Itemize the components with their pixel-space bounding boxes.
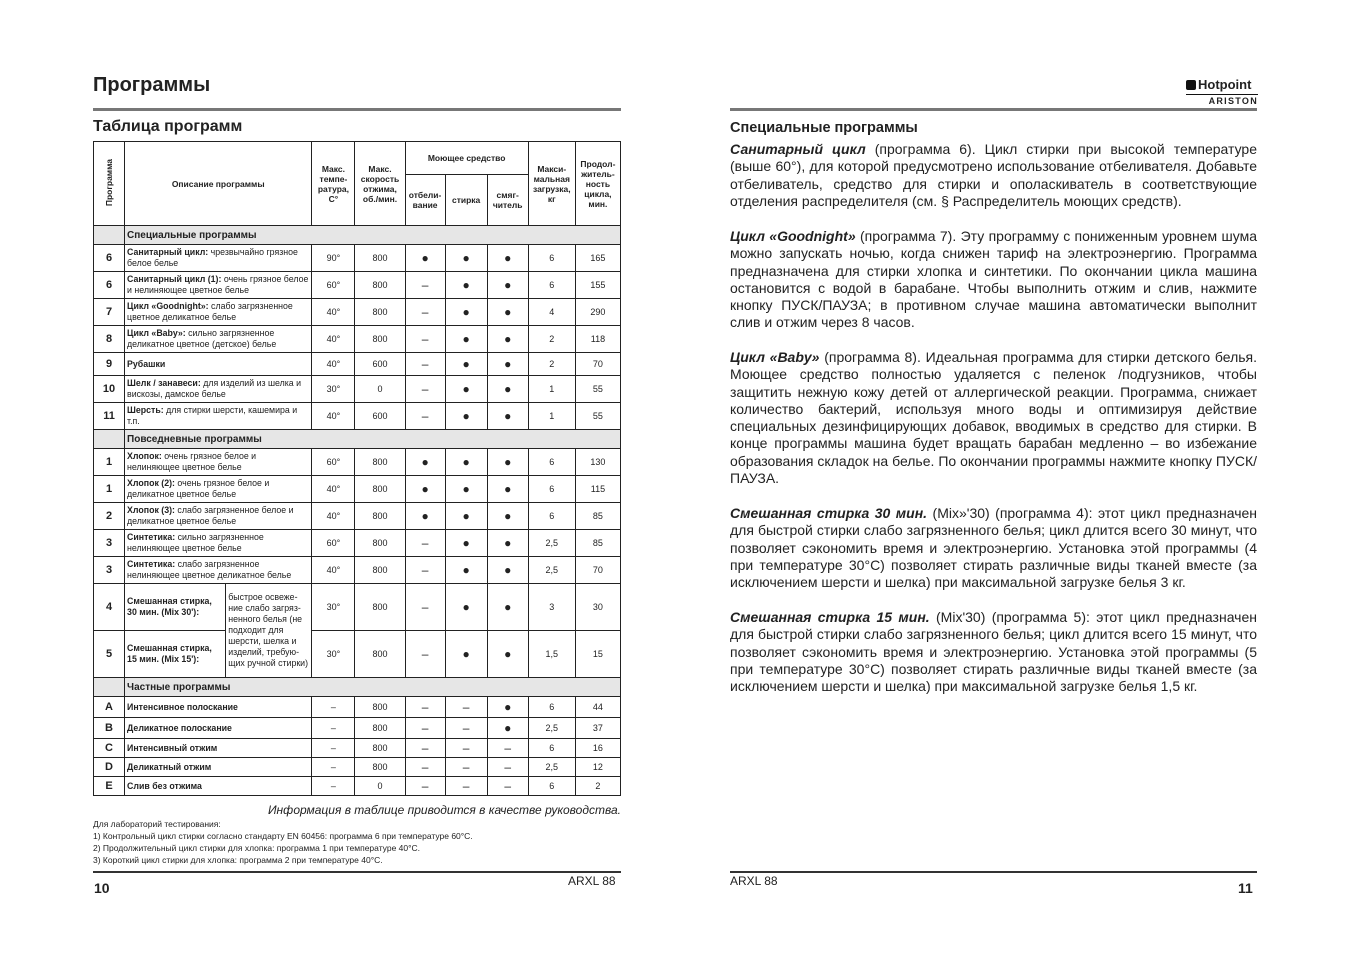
max-temperature: – xyxy=(312,718,355,739)
footnote: 3) Короткий цикл стирки для хлопка: программа 2 при температуре 40°C. xyxy=(93,855,383,865)
paragraph-sanitary: Санитарный цикл (программа 6). Цикл стирки при высокой температуре (выше 60°), для которой предусмотрено использование отбеливателя. Добавьте отбеливатель, средство для стирки и ополаскиватель в соответствующие отделения распределителя (см. § Распределитель моющих средств). xyxy=(730,141,1257,209)
bleach-mark: – xyxy=(405,299,445,326)
max-temperature: – xyxy=(312,697,355,718)
softener-mark: ● xyxy=(487,272,528,299)
program-description: Деликатное полоскание xyxy=(125,718,312,739)
max-load: 1,5 xyxy=(528,631,575,678)
wash-mark: ● xyxy=(445,476,487,503)
footnote: Для лабораторий тестирования: xyxy=(93,819,221,829)
table-row xyxy=(94,584,621,631)
program-number: 5 xyxy=(94,631,125,678)
bleach-mark: – xyxy=(405,584,445,631)
softener-mark: ● xyxy=(487,584,528,631)
program-number: 1 xyxy=(94,476,125,503)
softener-mark: ● xyxy=(487,326,528,353)
header-bleach: отбели-вание xyxy=(405,175,445,226)
program-number: 4 xyxy=(94,584,125,631)
right-footer-divider xyxy=(730,871,1257,873)
max-temperature: 30° xyxy=(312,631,355,678)
section-header-row xyxy=(94,226,621,245)
wash-mark: ● xyxy=(445,245,487,272)
program-description: Рубашки xyxy=(125,353,312,376)
bleach-mark: ● xyxy=(405,476,445,503)
bleach-mark: – xyxy=(405,530,445,557)
program-description: Смешанная стирка, 15 мин. (Mix 15'): xyxy=(125,631,226,678)
header-description: Описание программы xyxy=(125,142,312,226)
max-spin-speed: 800 xyxy=(355,272,405,299)
max-spin-speed: 800 xyxy=(355,326,405,353)
max-load: 6 xyxy=(528,697,575,718)
max-temperature: – xyxy=(312,739,355,758)
header-max-speed: Макс. скорость отжима, об./мин. xyxy=(355,142,405,226)
softener-mark: ● xyxy=(487,376,528,403)
softener-mark: ● xyxy=(487,449,528,476)
table-row xyxy=(94,777,621,796)
max-spin-speed: 800 xyxy=(355,245,405,272)
cycle-duration: 55 xyxy=(575,376,620,403)
section-title: Частные программы xyxy=(125,678,621,697)
header-detergent: Моющее средство xyxy=(405,142,528,175)
program-description: Хлопок (2): очень грязное белое и деликатное цветное белье xyxy=(125,476,312,503)
cycle-duration: 85 xyxy=(575,530,620,557)
max-temperature: 40° xyxy=(312,403,355,430)
bleach-mark: – xyxy=(405,739,445,758)
cycle-duration: 44 xyxy=(575,697,620,718)
program-description: Хлопок (3): слабо загрязненное белое и деликатное цветное белье xyxy=(125,503,312,530)
cycle-duration: 2 xyxy=(575,777,620,796)
max-load: 2,5 xyxy=(528,718,575,739)
max-temperature: 60° xyxy=(312,272,355,299)
cycle-duration: 15 xyxy=(575,631,620,678)
cycle-duration: 115 xyxy=(575,476,620,503)
program-number: 1 xyxy=(94,449,125,476)
wash-mark: ● xyxy=(445,376,487,403)
program-description: Хлопок: очень грязное белое и нелиняющее цветное белье xyxy=(125,449,312,476)
program-number: 8 xyxy=(94,326,125,353)
bleach-mark: – xyxy=(405,631,445,678)
table-row xyxy=(94,449,621,476)
max-spin-speed: 800 xyxy=(355,449,405,476)
softener-mark: ● xyxy=(487,631,528,678)
cycle-duration: 85 xyxy=(575,503,620,530)
wash-mark: ● xyxy=(445,584,487,631)
cycle-duration: 290 xyxy=(575,299,620,326)
model-label: ARXL 88 xyxy=(568,874,616,888)
softener-mark: ● xyxy=(487,299,528,326)
wash-mark: – xyxy=(445,718,487,739)
max-spin-speed: 800 xyxy=(355,631,405,678)
max-load: 1 xyxy=(528,403,575,430)
wash-mark: ● xyxy=(445,631,487,678)
bleach-mark: ● xyxy=(405,245,445,272)
cycle-duration: 70 xyxy=(575,353,620,376)
max-load: 2,5 xyxy=(528,557,575,584)
page-number: 11 xyxy=(1238,880,1253,896)
cycle-duration: 12 xyxy=(575,758,620,777)
max-load: 3 xyxy=(528,584,575,631)
program-description: Интенсивное полоскание xyxy=(125,697,312,718)
table-row xyxy=(94,403,621,430)
header-row xyxy=(94,142,621,175)
paragraph-goodnight: Цикл «Goodnight» (программа 7). Эту программу с пониженным уровнем шума можно запускать ночью, когда снижен тариф на электроэнергию. Программа предназначена для стирки хлопка и синтетики. По окончании цикла машина остановится с водой в барабане. Чтобы выполнить отжим и слив, нажмите кнопку ПУСК/ПАУЗА; в противном случае машина автоматически выполнит слив и отжим через 8 часов. xyxy=(730,228,1258,331)
wash-mark: – xyxy=(445,758,487,777)
table-row xyxy=(94,557,621,584)
page-title: Программы xyxy=(93,74,211,96)
max-spin-speed: 600 xyxy=(355,403,405,430)
max-spin-speed: 0 xyxy=(355,777,405,796)
softener-mark: ● xyxy=(487,353,528,376)
program-number: E xyxy=(94,777,125,796)
paragraph-mix15: Смешанная стирка 15 мин. (Mix'30) (программа 5): этот цикл предназначен для быстрой стирки слабо загрязненного белья; цикл длится всего 15 минут, что позволяет сэкономить время и электроэнергию. Установка этой программы (5 при температуре 30°C) позволяет стирать различные виды тканей вместе (за исключением шерсти и шелка) при максимальной загрузке белья 1,5 кг. xyxy=(730,609,1257,695)
softener-mark: ● xyxy=(487,718,528,739)
program-description: Синтетика: слабо загрязненное нелиняющее цветное деликатное белье xyxy=(125,557,312,584)
program-number: 10 xyxy=(94,376,125,403)
max-load: 6 xyxy=(528,449,575,476)
table-row xyxy=(94,272,621,299)
max-load: 6 xyxy=(528,245,575,272)
header-program: Программа xyxy=(94,142,125,226)
wash-mark: ● xyxy=(445,353,487,376)
programs-table xyxy=(93,141,621,796)
wash-mark: ● xyxy=(445,557,487,584)
program-description: Шерсть: для стирки шерсти, кашемира и т.п. xyxy=(125,403,312,430)
max-temperature: 40° xyxy=(312,299,355,326)
max-spin-speed: 800 xyxy=(355,758,405,777)
header-wash: стирка xyxy=(445,175,487,226)
wash-mark: ● xyxy=(445,326,487,353)
section-heading: Специальные программы xyxy=(730,120,918,136)
max-temperature: 40° xyxy=(312,353,355,376)
program-number: 6 xyxy=(94,272,125,299)
title-divider xyxy=(93,108,621,111)
header-max-load: Макси-мальная загрузка, кг xyxy=(528,142,575,226)
max-spin-speed: 800 xyxy=(355,718,405,739)
softener-mark: – xyxy=(487,777,528,796)
max-load: 2 xyxy=(528,326,575,353)
max-temperature: 40° xyxy=(312,326,355,353)
max-temperature: – xyxy=(312,758,355,777)
max-spin-speed: 800 xyxy=(355,530,405,557)
program-description: Синтетика: сильно загрязненное нелиняющее цветное белье xyxy=(125,530,312,557)
program-description: Цикл «Baby»: сильно загрязненное деликатное цветное (детское) белье xyxy=(125,326,312,353)
wash-mark: – xyxy=(445,697,487,718)
max-load: 2,5 xyxy=(528,530,575,557)
max-load: 6 xyxy=(528,739,575,758)
program-number: 2 xyxy=(94,503,125,530)
max-spin-speed: 800 xyxy=(355,697,405,718)
program-description: Санитарный цикл (1): очень грязное белое и нелиняющее цветное белье xyxy=(125,272,312,299)
section-title: Повседневные программы xyxy=(125,430,621,449)
bleach-mark: – xyxy=(405,718,445,739)
max-spin-speed: 800 xyxy=(355,584,405,631)
max-load: 6 xyxy=(528,272,575,299)
max-temperature: – xyxy=(312,777,355,796)
max-load: 2 xyxy=(528,353,575,376)
max-spin-speed: 800 xyxy=(355,557,405,584)
section-header-row xyxy=(94,430,621,449)
bleach-mark: ● xyxy=(405,503,445,530)
max-load: 6 xyxy=(528,503,575,530)
section-header-row xyxy=(94,678,621,697)
table-row xyxy=(94,739,621,758)
wash-mark: – xyxy=(445,777,487,796)
table-row xyxy=(94,631,621,678)
program-description: Шелк / занавеси: для изделий из шелка и вискозы, дамское белье xyxy=(125,376,312,403)
table-row xyxy=(94,530,621,557)
paragraph-mix30: Смешанная стирка 30 мин. (Mix»'30) (программа 4): этот цикл предназначен для быстрой стирки слабо загрязненного белья; цикл длится всего 30 минут, что позволяет сэкономить время и электроэнергию. Установка этой программы (4 при температуре 30°C) позволяет стирать различные виды тканей вместе (за исключением шерсти и шелка) при максимальной загрузке белья 3 кг. xyxy=(730,505,1257,591)
max-temperature: 90° xyxy=(312,245,355,272)
wash-mark: ● xyxy=(445,530,487,557)
program-description: Санитарный цикл: чрезвычайно грязное белое белье xyxy=(125,245,312,272)
program-number: 7 xyxy=(94,299,125,326)
bleach-mark: – xyxy=(405,272,445,299)
cycle-duration: 30 xyxy=(575,584,620,631)
header-duration: Продол-житель-ность цикла, мин. xyxy=(575,142,620,226)
table-row xyxy=(94,758,621,777)
cycle-duration: 55 xyxy=(575,403,620,430)
bleach-mark: – xyxy=(405,376,445,403)
program-description: Цикл «Goodnight»: слабо загрязненное цветное деликатное белье xyxy=(125,299,312,326)
table-row xyxy=(94,476,621,503)
right-title-divider xyxy=(730,108,1257,111)
max-temperature: 40° xyxy=(312,503,355,530)
mix-program-note: быстрое освеже-ние слабо загряз-ненного белья (не подходит для шерсти, шелка и изделий, требую-щих ручной стирки) xyxy=(226,584,312,678)
program-number: 6 xyxy=(94,245,125,272)
table-row xyxy=(94,697,621,718)
program-number: 9 xyxy=(94,353,125,376)
table-row xyxy=(94,245,621,272)
softener-mark: – xyxy=(487,758,528,777)
max-temperature: 40° xyxy=(312,476,355,503)
program-number: 3 xyxy=(94,557,125,584)
max-temperature: 60° xyxy=(312,449,355,476)
max-spin-speed: 800 xyxy=(355,739,405,758)
header-softener: смяг-читель xyxy=(487,175,528,226)
bleach-mark: ● xyxy=(405,449,445,476)
softener-mark: – xyxy=(487,739,528,758)
program-description: Деликатный отжим xyxy=(125,758,312,777)
program-number: C xyxy=(94,739,125,758)
wash-mark: ● xyxy=(445,503,487,530)
bleach-mark: – xyxy=(405,777,445,796)
program-number: 11 xyxy=(94,403,125,430)
softener-mark: ● xyxy=(487,557,528,584)
softener-mark: ● xyxy=(487,503,528,530)
table-row xyxy=(94,299,621,326)
wash-mark: ● xyxy=(445,272,487,299)
program-number: B xyxy=(94,718,125,739)
wash-mark: – xyxy=(445,739,487,758)
softener-mark: ● xyxy=(487,245,528,272)
max-spin-speed: 800 xyxy=(355,299,405,326)
max-load: 1 xyxy=(528,376,575,403)
program-number: 3 xyxy=(94,530,125,557)
softener-mark: ● xyxy=(487,697,528,718)
program-description: Слив без отжима xyxy=(125,777,312,796)
footer-divider xyxy=(93,871,621,873)
program-number: A xyxy=(94,697,125,718)
table-row xyxy=(94,353,621,376)
softener-mark: ● xyxy=(487,476,528,503)
max-load: 6 xyxy=(528,777,575,796)
program-description: Смешанная стирка, 30 мин. (Mix 30'): xyxy=(125,584,226,631)
cycle-duration: 37 xyxy=(575,718,620,739)
table-note: Информация в таблице приводится в качестве руководства. xyxy=(267,803,621,817)
bleach-mark: – xyxy=(405,353,445,376)
bleach-mark: – xyxy=(405,557,445,584)
section-title: Специальные программы xyxy=(125,226,621,245)
cycle-duration: 165 xyxy=(575,245,620,272)
table-row xyxy=(94,326,621,353)
footnote: 2) Продолжительный цикл стирки для хлопка: программа 1 при температуре 40°C. xyxy=(93,843,421,853)
hotpoint-ariston-logo: Hotpoint ARISTON xyxy=(1186,77,1258,106)
cycle-duration: 130 xyxy=(575,449,620,476)
cycle-duration: 155 xyxy=(575,272,620,299)
max-temperature: 30° xyxy=(312,376,355,403)
table-row xyxy=(94,503,621,530)
max-load: 4 xyxy=(528,299,575,326)
max-temperature: 40° xyxy=(312,557,355,584)
model-label: ARXL 88 xyxy=(730,874,778,888)
table-title: Таблица программ xyxy=(93,118,243,135)
softener-mark: ● xyxy=(487,530,528,557)
max-temperature: 60° xyxy=(312,530,355,557)
bleach-mark: – xyxy=(405,697,445,718)
wash-mark: ● xyxy=(445,299,487,326)
bleach-mark: – xyxy=(405,326,445,353)
paragraph-baby: Цикл «Baby» (программа 8). Идеальная программа для стирки детского белья. Моющее средство полностью удаляется с пеленок /подгузников, чтобы защитить нежную кожу детей от аллергической реакции. Программа, снижает количество бактерий, используя много воды и оптимизируя действие специальных дезинфицирующих добавок, вводимых в средство для стирки. В конце программы машина будет вращать барабан медленно – во избежание образования складок на белье. По окончании программы нажмите кнопку ПУСК/ПАУЗА. xyxy=(730,349,1258,487)
max-spin-speed: 0 xyxy=(355,376,405,403)
logo-mark-icon xyxy=(1186,80,1196,90)
max-spin-speed: 600 xyxy=(355,353,405,376)
table-row xyxy=(94,718,621,739)
program-number: D xyxy=(94,758,125,777)
max-temperature: 30° xyxy=(312,584,355,631)
bleach-mark: – xyxy=(405,758,445,777)
header-max-temp: Макс. темпе-ратура, С° xyxy=(312,142,355,226)
max-load: 6 xyxy=(528,476,575,503)
cycle-duration: 118 xyxy=(575,326,620,353)
max-load: 2,5 xyxy=(528,758,575,777)
max-spin-speed: 800 xyxy=(355,476,405,503)
table-row xyxy=(94,376,621,403)
cycle-duration: 70 xyxy=(575,557,620,584)
footnote: 1) Контрольный цикл стирки согласно стандарту EN 60456: программа 6 при температуре 60°C. xyxy=(93,831,473,841)
bleach-mark: – xyxy=(405,403,445,430)
page-number: 10 xyxy=(94,880,110,896)
wash-mark: ● xyxy=(445,449,487,476)
program-description: Интенсивный отжим xyxy=(125,739,312,758)
cycle-duration: 16 xyxy=(575,739,620,758)
max-spin-speed: 800 xyxy=(355,503,405,530)
softener-mark: ● xyxy=(487,403,528,430)
wash-mark: ● xyxy=(445,403,487,430)
